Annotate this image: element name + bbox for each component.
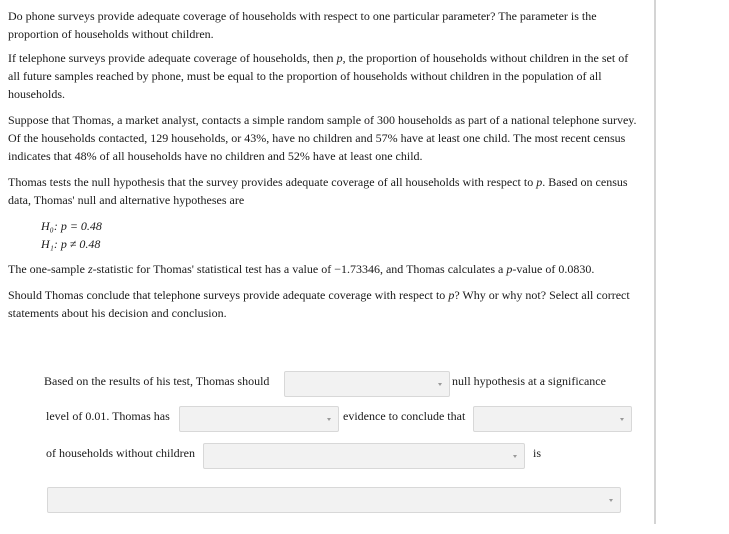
right-divider — [654, 0, 656, 524]
chevron-down-icon — [327, 418, 331, 421]
chevron-down-icon — [609, 499, 613, 502]
row1-prefix-label: Based on the results of his test, Thomas should — [44, 374, 270, 388]
evidence-dropdown[interactable] — [179, 406, 339, 432]
null-hypothesis: H₀: p = 0.48 — [41, 219, 102, 233]
conclusion-subject-dropdown[interactable] — [473, 406, 632, 432]
alternative-hypothesis: H₁: p ≠ 0.48 — [41, 237, 101, 251]
row2-prefix-label: level of 0.01. Thomas has — [46, 409, 170, 423]
chevron-down-icon — [620, 418, 624, 421]
decision-dropdown[interactable] — [284, 371, 450, 397]
question-paragraph: Should Thomas conclude that telephone surveys provide adequate coverage with respect to p? Why or why not? Select all correct statements about his decision and conclusion. — [8, 288, 630, 320]
row3-prefix-label: of households without children — [46, 446, 195, 460]
row1-suffix-label: null hypothesis at a significance — [452, 374, 606, 388]
row2-mid-label: evidence to conclude that — [343, 409, 466, 423]
coverage-paragraph: If telephone surveys provide adequate coverage of households, then p, the proportion of households without children in the set of all future samples reached by phone, must be equal to the proportion of households without children in the population of all households. — [8, 51, 629, 101]
hypotheses-block — [41, 217, 638, 253]
hypothesis-intro-paragraph: Thomas tests the null hypothesis that the survey provides adequate coverage of all households with respect to p. Based on census data, Thomas' null and alternative hypotheses are — [8, 175, 628, 207]
row3-suffix-label: is — [533, 446, 542, 460]
final-statement-dropdown[interactable] — [47, 487, 621, 513]
intro-paragraph: Do phone surveys provide adequate coverage of households with respect to one particular parameter? The parameter is the proportion of households without children. — [8, 9, 597, 41]
statistic-paragraph: The one-sample z-statistic for Thomas' statistical test has a value of −1.73346, and Thomas calculates a p-value of 0.0830. — [8, 262, 595, 276]
chevron-down-icon — [438, 383, 442, 386]
problem-text — [8, 7, 638, 330]
scenario-paragraph: Suppose that Thomas, a market analyst, contacts a simple random sample of 300 households as part of a national telephone survey. Of the households contacted, 129 households, or 43%, have no children and 57% have at least one child. The most recent census indicates that 48% of all households have no children and 52% have at least one child. — [8, 113, 637, 163]
chevron-down-icon — [513, 455, 517, 458]
comparison-dropdown[interactable] — [203, 443, 525, 469]
